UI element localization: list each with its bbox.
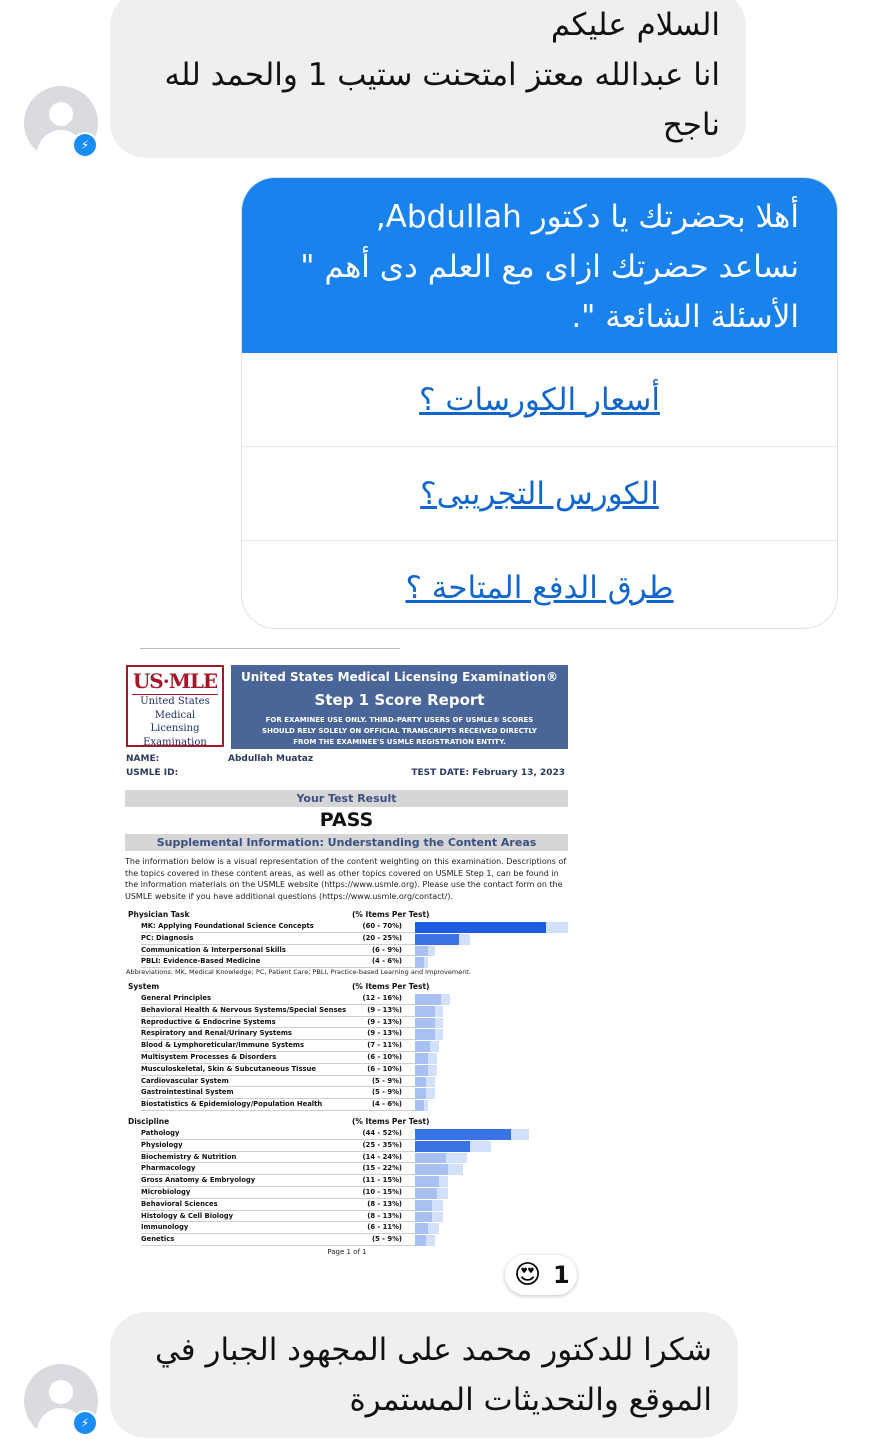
avatar-head bbox=[49, 1380, 73, 1404]
incoming-message-bubble[interactable] bbox=[110, 1312, 738, 1438]
logo-line: Licensing bbox=[150, 723, 200, 734]
banner-note-line: FOR EXAMINEE USE ONLY. THIRD-PARTY USERS OF USMLE® SCORES bbox=[265, 716, 534, 724]
content-area-label: Cardiovascular System bbox=[141, 1076, 229, 1085]
content-area-range: (14 - 24%) bbox=[362, 1152, 402, 1161]
content-area-range: (4 - 6%) bbox=[371, 1100, 402, 1109]
content-area-label: Gross Anatomy & Embryology bbox=[141, 1176, 256, 1185]
content-area-row bbox=[141, 993, 416, 1005]
content-area-label: Microbiology bbox=[141, 1188, 191, 1196]
content-area-label: Genetics bbox=[141, 1235, 175, 1244]
content-area-range: (15 - 22%) bbox=[362, 1164, 402, 1173]
score-report-image[interactable] bbox=[112, 648, 582, 1268]
section-title: System bbox=[128, 982, 160, 991]
range-bar-min bbox=[415, 1100, 424, 1111]
percent-header: (% Items Per Test) bbox=[352, 910, 430, 919]
banner-note-line: FROM THE EXAMINEE'S USMLE REGISTRATION ENTITY. bbox=[293, 738, 506, 746]
range-bar-max bbox=[424, 957, 428, 968]
content-area-row bbox=[141, 1211, 416, 1223]
outgoing-message-text bbox=[242, 178, 837, 353]
range-bar-min bbox=[415, 934, 459, 945]
range-bar-min bbox=[415, 1018, 435, 1029]
banner-note-line: SHOULD RELY SOLELY ON OFFICIAL TRANSCRIPTS RECEIVED DIRECTLY bbox=[262, 727, 537, 735]
content-area-label: Behavioral Sciences bbox=[141, 1199, 218, 1208]
range-bar-min bbox=[415, 1141, 470, 1152]
range-bar-min bbox=[415, 1077, 426, 1088]
message-line: الأسئلة الشائعة ". bbox=[571, 299, 799, 335]
content-area-range: (8 - 13%) bbox=[367, 1211, 402, 1220]
content-area-range: (5 - 9%) bbox=[371, 1235, 402, 1244]
content-area-row bbox=[141, 1140, 416, 1152]
range-bar-max bbox=[446, 1153, 468, 1164]
heart-eyes-emoji-icon: 😍 bbox=[514, 1260, 542, 1290]
content-area-range: (9 - 13%) bbox=[367, 1029, 402, 1038]
content-area-range: (6 - 10%) bbox=[367, 1053, 402, 1061]
range-bar-min bbox=[415, 922, 546, 933]
content-area-row bbox=[141, 1017, 416, 1029]
message-line: ناجح bbox=[662, 107, 720, 143]
content-area-label: Biostatistics & Epidemiology/Population Health bbox=[141, 1100, 323, 1109]
content-area-row bbox=[141, 1163, 416, 1175]
range-bar-max bbox=[439, 1176, 448, 1187]
message-line: شكرا للدكتور محمد على المجهود الجبار في bbox=[154, 1332, 712, 1368]
content-area-range: (4 - 6%) bbox=[371, 957, 402, 966]
content-area-row bbox=[141, 945, 416, 957]
content-area-range: (10 - 15%) bbox=[362, 1188, 402, 1196]
range-bar-max bbox=[426, 1088, 435, 1099]
test-date: TEST DATE: February 13, 2023 bbox=[411, 768, 565, 778]
message-line: نساعد حضرتك ازاى مع العلم دى أهم " bbox=[300, 249, 799, 285]
content-area-row bbox=[141, 1152, 416, 1164]
range-bar-max bbox=[435, 1006, 444, 1017]
content-area-label: Behavioral Health & Nervous Systems/Special Senses bbox=[141, 1005, 347, 1014]
reaction-count: 1 bbox=[553, 1261, 570, 1289]
content-area-label: General Principles bbox=[141, 994, 211, 1002]
content-area-label: Histology & Cell Biology bbox=[141, 1211, 234, 1220]
reaction-badge[interactable] bbox=[505, 1255, 577, 1295]
content-area-range: (60 - 70%) bbox=[362, 922, 402, 930]
content-area-label: PBLI: Evidence-Based Medicine bbox=[141, 957, 261, 966]
content-area-row bbox=[141, 1064, 416, 1076]
content-area-range: (5 - 9%) bbox=[371, 1088, 402, 1097]
quick-reply-label[interactable]: طرق الدفع المتاحة ؟ bbox=[405, 569, 674, 606]
content-area-row bbox=[141, 921, 416, 933]
content-area-row bbox=[141, 1175, 416, 1187]
message-line: انا عبدالله معتز امتحنت ستيب 1 والحمد لله bbox=[164, 57, 720, 93]
range-bar-max bbox=[546, 922, 568, 933]
range-bar-min bbox=[415, 1041, 430, 1052]
range-bar-min bbox=[415, 994, 441, 1005]
range-bar-max bbox=[426, 1077, 435, 1088]
name-label: NAME: bbox=[126, 754, 160, 764]
page-number: Page 1 of 1 bbox=[327, 1248, 367, 1256]
content-area-range: (6 - 11%) bbox=[367, 1223, 402, 1232]
content-area-label: Biochemistry & Nutrition bbox=[141, 1152, 237, 1161]
content-area-row bbox=[141, 1199, 416, 1211]
range-bar-max bbox=[435, 1018, 444, 1029]
content-area-row bbox=[141, 1052, 416, 1064]
content-area-range: (5 - 9%) bbox=[371, 1076, 402, 1085]
content-area-row bbox=[141, 1028, 416, 1040]
range-bar-max bbox=[428, 1223, 439, 1234]
content-area-row bbox=[141, 1087, 416, 1099]
banner-title: United States Medical Licensing Examination® bbox=[240, 670, 559, 684]
content-area-row bbox=[141, 1128, 416, 1140]
content-area-label: Multisystem Processes & Disorders bbox=[141, 1053, 277, 1061]
logo-wordmark: US·MLE bbox=[132, 669, 218, 693]
range-bar-max bbox=[437, 1188, 448, 1199]
content-area-range: (20 - 25%) bbox=[362, 933, 402, 942]
range-bar-min bbox=[415, 1235, 426, 1246]
range-bar-max bbox=[459, 934, 470, 945]
range-bar-max bbox=[448, 1164, 463, 1175]
messenger-icon: ⚡ bbox=[72, 132, 98, 158]
content-area-range: (6 - 9%) bbox=[371, 945, 402, 954]
avatar-head bbox=[49, 102, 73, 126]
range-bar-min bbox=[415, 1029, 435, 1040]
range-bar-min bbox=[415, 1176, 439, 1187]
content-area-range: (11 - 15%) bbox=[362, 1176, 402, 1185]
range-bar-max bbox=[430, 1041, 439, 1052]
content-area-row bbox=[141, 1040, 416, 1052]
range-bar-max bbox=[432, 1200, 443, 1211]
range-bar-min bbox=[415, 1212, 432, 1223]
abbreviations-note: Abbreviations: MK, Medical Knowledge; PC, Patient Care; PBLI, Practice-based Learning and Improvement. bbox=[126, 968, 471, 976]
quick-reply-payment-methods[interactable] bbox=[242, 540, 837, 629]
content-area-range: (25 - 35%) bbox=[362, 1140, 402, 1149]
content-area-range: (9 - 13%) bbox=[367, 1017, 402, 1026]
content-area-label: Blood & Lymphoreticular/Immune Systems bbox=[141, 1041, 304, 1050]
supplemental-header: Supplemental Information: Understanding the Content Areas bbox=[125, 834, 568, 851]
quick-reply-label[interactable]: الكورس التجريبى؟ bbox=[420, 475, 659, 512]
content-area-label: Musculoskeletal, Skin & Subcutaneous Tissue bbox=[141, 1064, 316, 1073]
range-bar-min bbox=[415, 1088, 426, 1099]
quick-reply-prices[interactable] bbox=[242, 353, 837, 446]
name-value: Abdullah Muataz bbox=[228, 754, 314, 764]
section-title: Discipline bbox=[128, 1117, 170, 1126]
message-line: الموقع والتحديثات المستمرة bbox=[349, 1382, 712, 1418]
usmle-id-label: USMLE ID: bbox=[126, 768, 179, 778]
percent-header: (% Items Per Test) bbox=[352, 1117, 430, 1126]
content-area-label: Immunology bbox=[141, 1223, 189, 1232]
range-bar-min bbox=[415, 1153, 446, 1164]
content-area-row bbox=[141, 1222, 416, 1234]
outgoing-message-bubble bbox=[241, 177, 838, 629]
range-bar-max bbox=[435, 1029, 444, 1040]
range-bar-min bbox=[415, 1223, 428, 1234]
content-area-label: MK: Applying Foundational Science Concepts bbox=[141, 922, 314, 930]
messenger-icon: ⚡ bbox=[72, 1410, 98, 1436]
report-banner bbox=[231, 665, 568, 749]
content-area-label: Communication & Interpersonal Skills bbox=[141, 945, 286, 954]
content-area-range: (44 - 52%) bbox=[362, 1129, 402, 1137]
banner-subtitle: Step 1 Score Report bbox=[314, 691, 485, 709]
content-area-range: (9 - 13%) bbox=[367, 1005, 402, 1014]
range-bar-min bbox=[415, 1164, 448, 1175]
range-bar-max bbox=[441, 994, 450, 1005]
content-area-label: Physiology bbox=[141, 1140, 183, 1149]
range-bar-min bbox=[415, 946, 428, 957]
logo-line: United States bbox=[140, 696, 210, 707]
range-bar-max bbox=[428, 1053, 437, 1064]
range-bar-min bbox=[415, 1065, 428, 1076]
content-area-label: Pharmacology bbox=[141, 1164, 196, 1173]
range-bar-max bbox=[432, 1212, 443, 1223]
content-area-label: Pathology bbox=[141, 1129, 180, 1137]
result-header: Your Test Result bbox=[125, 790, 568, 807]
range-bar-max bbox=[424, 1100, 428, 1111]
usmle-logo bbox=[126, 665, 224, 747]
content-area-label: PC: Diagnosis bbox=[141, 933, 194, 942]
percent-header: (% Items Per Test) bbox=[352, 982, 430, 991]
content-area-row bbox=[141, 1005, 416, 1017]
banner-note bbox=[231, 715, 568, 748]
content-area-label: Gastrointestinal System bbox=[141, 1088, 234, 1097]
range-bar-min bbox=[415, 1053, 428, 1064]
content-area-row bbox=[141, 1187, 416, 1199]
content-area-label: Reproductive & Endocrine Systems bbox=[141, 1017, 276, 1026]
range-bar-min bbox=[415, 1200, 432, 1211]
report-description: The information below is a visual representation of the content weighting on this examination. Descriptions of the topics covered in these content areas, as well as other topics covered on USMLE Step 1, can be found in the information materials on the USMLE website (https://www.usmle.org). Please use the contact form on the USMLE website if you have additional questions (https://www.usmle.org/contact/). bbox=[125, 857, 567, 901]
range-bar-max bbox=[426, 1235, 435, 1246]
logo-line: Examination bbox=[143, 736, 207, 748]
range-bar-max bbox=[428, 946, 435, 957]
logo-text bbox=[132, 694, 218, 749]
range-bar-max bbox=[511, 1129, 528, 1140]
range-bar-max bbox=[428, 1065, 437, 1076]
content-area-row bbox=[141, 1076, 416, 1088]
content-area-range: (8 - 13%) bbox=[367, 1199, 402, 1208]
content-area-row bbox=[141, 933, 416, 945]
logo-line: Medical bbox=[154, 709, 196, 721]
section-title: Physician Task bbox=[128, 910, 190, 919]
range-bar-min bbox=[415, 1006, 435, 1017]
content-area-range: (6 - 10%) bbox=[367, 1064, 402, 1073]
message-line: أهلا بحضرتك يا دكتور Abdullah, bbox=[375, 199, 799, 235]
content-area-row bbox=[141, 1099, 416, 1111]
range-bar-max bbox=[470, 1141, 492, 1152]
content-area-range: (7 - 11%) bbox=[367, 1041, 402, 1050]
quick-reply-label[interactable]: أسعار الكورسات ؟ bbox=[419, 381, 660, 418]
content-area-row bbox=[141, 1234, 416, 1246]
message-line: السلام عليكم bbox=[550, 7, 720, 43]
result-value: PASS bbox=[319, 809, 374, 831]
divider bbox=[140, 648, 400, 649]
incoming-message-bubble[interactable] bbox=[110, 0, 746, 158]
content-area-row bbox=[141, 956, 416, 968]
range-bar-min bbox=[415, 1188, 437, 1199]
range-bar-min bbox=[415, 957, 424, 968]
content-area-range: (12 - 16%) bbox=[362, 994, 402, 1002]
content-area-label: Respiratory and Renal/Urinary Systems bbox=[141, 1029, 292, 1038]
range-bar-min bbox=[415, 1129, 511, 1140]
quick-reply-trial-course[interactable] bbox=[242, 446, 837, 540]
